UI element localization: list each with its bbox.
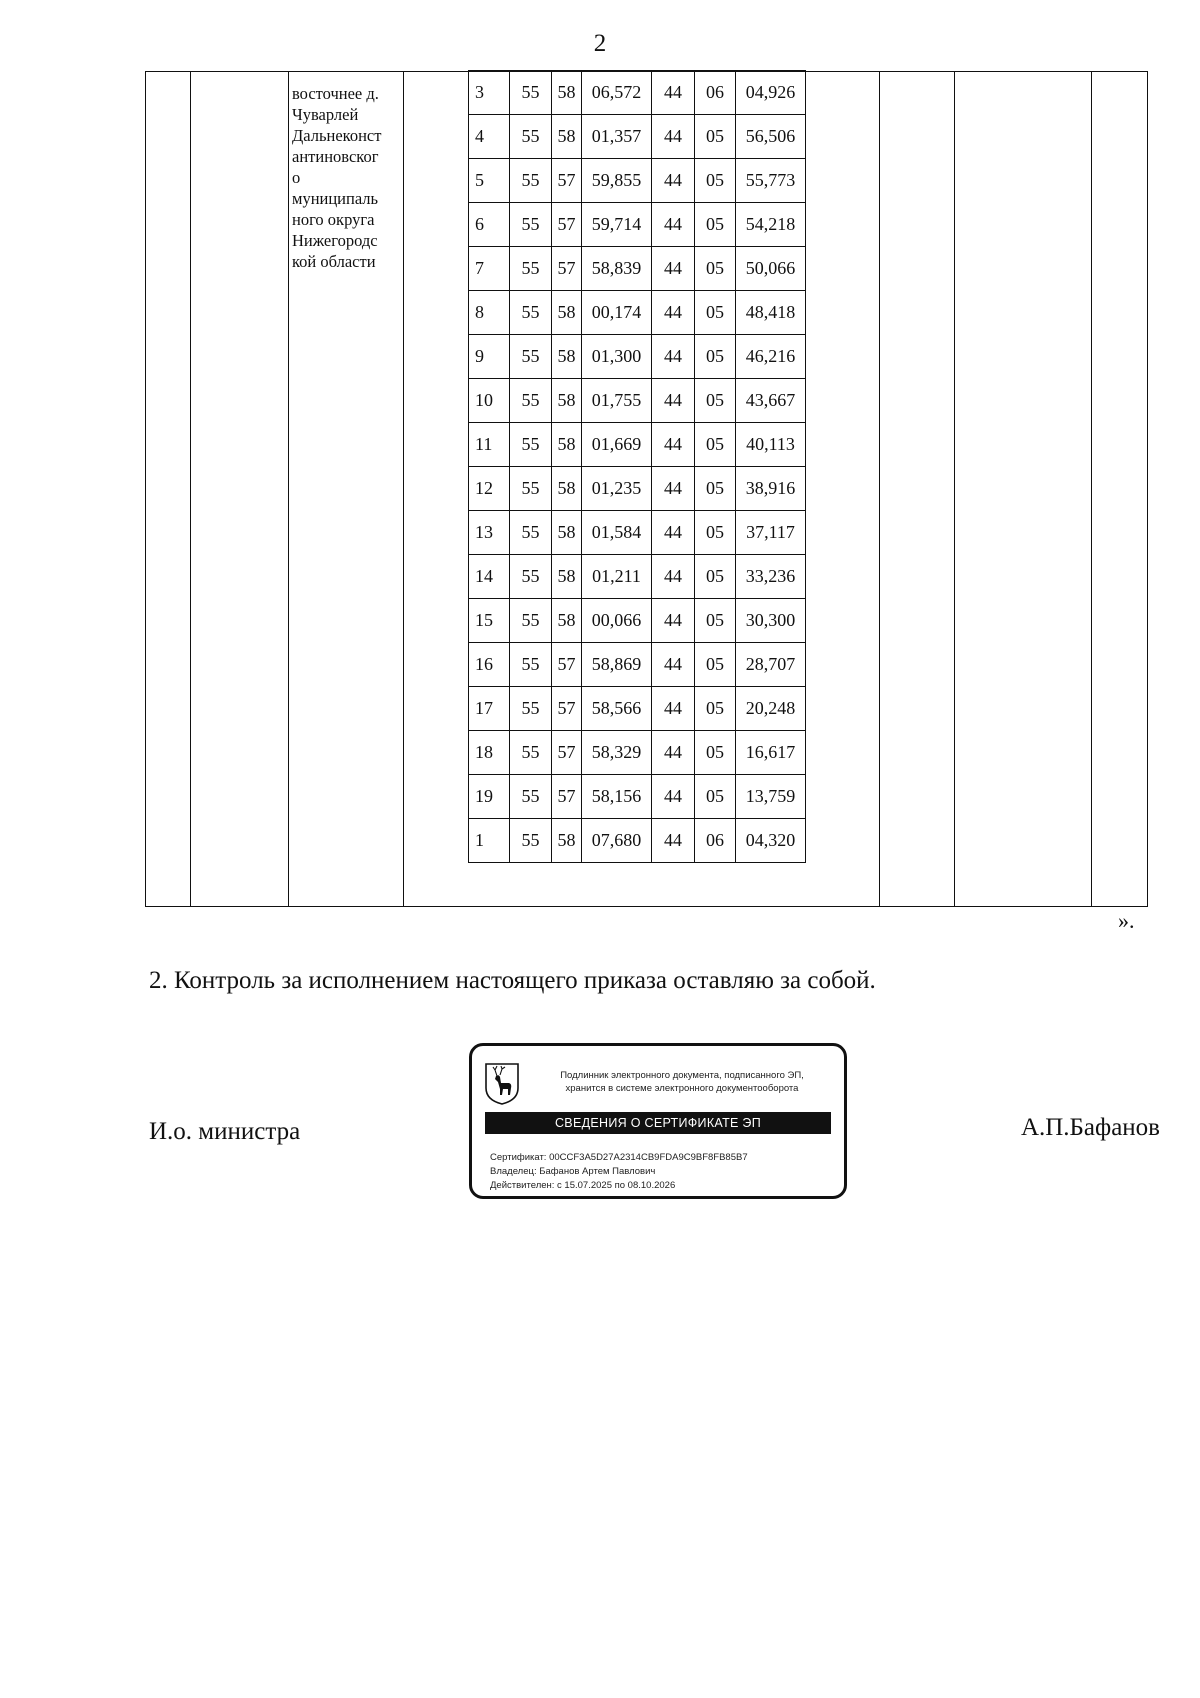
column-divider	[954, 71, 955, 907]
table-row	[469, 511, 806, 555]
lat-minutes-cell: 58	[552, 467, 582, 511]
point-number-cell: 8	[469, 291, 510, 335]
location-description	[292, 83, 400, 272]
lon-seconds-cell: 46,216	[736, 335, 806, 379]
point-number-cell: 1	[469, 819, 510, 863]
lon-minutes-cell: 05	[695, 159, 736, 203]
location-line: кой области	[292, 252, 376, 271]
lon-degrees-cell: 44	[652, 379, 695, 423]
point-number-cell: 19	[469, 775, 510, 819]
lat-seconds-cell: 01,584	[582, 511, 652, 555]
stamp-certificate: Сертификат: 00CCF3A5D27A2314CB9FDA9C9BF8FB85B7	[490, 1152, 748, 1163]
stamp-validity: Действителен: с 15.07.2025 по 08.10.2026	[490, 1180, 676, 1191]
lon-seconds-cell: 43,667	[736, 379, 806, 423]
table-row	[469, 159, 806, 203]
lat-minutes-cell: 57	[552, 159, 582, 203]
lat-degrees-cell: 55	[510, 731, 552, 775]
table-row	[469, 203, 806, 247]
lon-degrees-cell: 44	[652, 819, 695, 863]
lat-degrees-cell: 55	[510, 687, 552, 731]
table-row	[469, 423, 806, 467]
point-number-cell: 17	[469, 687, 510, 731]
lat-seconds-cell: 58,566	[582, 687, 652, 731]
point-number-cell: 14	[469, 555, 510, 599]
point-number-cell: 3	[469, 71, 510, 115]
lat-degrees-cell: 55	[510, 467, 552, 511]
table-row	[469, 335, 806, 379]
lon-minutes-cell: 05	[695, 599, 736, 643]
lon-degrees-cell: 44	[652, 687, 695, 731]
lon-degrees-cell: 44	[652, 555, 695, 599]
lat-seconds-cell: 01,211	[582, 555, 652, 599]
lat-degrees-cell: 55	[510, 71, 552, 115]
stamp-line: хранится в системе электронного документооборота	[565, 1083, 799, 1094]
table-row	[469, 643, 806, 687]
lon-minutes-cell: 05	[695, 555, 736, 599]
table-row	[469, 819, 806, 863]
table-row	[469, 775, 806, 819]
paragraph-2: 2. Контроль за исполнением настоящего приказа оставляю за собой.	[149, 967, 876, 994]
lon-degrees-cell: 44	[652, 291, 695, 335]
lat-seconds-cell: 01,669	[582, 423, 652, 467]
lat-minutes-cell: 58	[552, 71, 582, 115]
lon-seconds-cell: 54,218	[736, 203, 806, 247]
closing-quote: ».	[1118, 908, 1135, 933]
location-line: Нижегородс	[292, 231, 378, 250]
lat-minutes-cell: 58	[552, 599, 582, 643]
lat-seconds-cell: 01,755	[582, 379, 652, 423]
lat-seconds-cell: 58,869	[582, 643, 652, 687]
lat-degrees-cell: 55	[510, 379, 552, 423]
lat-minutes-cell: 58	[552, 291, 582, 335]
lat-seconds-cell: 07,680	[582, 819, 652, 863]
coordinate-rows	[469, 71, 806, 863]
stamp-owner: Владелец: Бафанов Артем Павлович	[490, 1166, 656, 1177]
lat-minutes-cell: 58	[552, 423, 582, 467]
lon-seconds-cell: 48,418	[736, 291, 806, 335]
lon-degrees-cell: 44	[652, 599, 695, 643]
lon-seconds-cell: 56,506	[736, 115, 806, 159]
lon-degrees-cell: 44	[652, 511, 695, 555]
lon-degrees-cell: 44	[652, 203, 695, 247]
table-row	[469, 467, 806, 511]
point-number-cell: 18	[469, 731, 510, 775]
lon-minutes-cell: 05	[695, 467, 736, 511]
lat-minutes-cell: 57	[552, 731, 582, 775]
lon-minutes-cell: 05	[695, 643, 736, 687]
point-number-cell: 10	[469, 379, 510, 423]
lon-minutes-cell: 05	[695, 115, 736, 159]
location-line: о	[292, 168, 301, 187]
lon-minutes-cell: 05	[695, 335, 736, 379]
lon-seconds-cell: 13,759	[736, 775, 806, 819]
lon-seconds-cell: 30,300	[736, 599, 806, 643]
point-number-cell: 16	[469, 643, 510, 687]
lat-degrees-cell: 55	[510, 115, 552, 159]
lat-minutes-cell: 58	[552, 511, 582, 555]
lat-minutes-cell: 58	[552, 379, 582, 423]
lat-degrees-cell: 55	[510, 203, 552, 247]
lat-seconds-cell: 58,329	[582, 731, 652, 775]
lon-seconds-cell: 37,117	[736, 511, 806, 555]
lon-degrees-cell: 44	[652, 247, 695, 291]
lon-degrees-cell: 44	[652, 467, 695, 511]
table-row	[469, 291, 806, 335]
coordinates-table	[145, 71, 1148, 907]
lat-seconds-cell: 06,572	[582, 71, 652, 115]
table-row	[469, 115, 806, 159]
lat-minutes-cell: 57	[552, 247, 582, 291]
lon-seconds-cell: 40,113	[736, 423, 806, 467]
lon-minutes-cell: 05	[695, 731, 736, 775]
table-row	[469, 247, 806, 291]
lon-seconds-cell: 50,066	[736, 247, 806, 291]
lon-minutes-cell: 05	[695, 775, 736, 819]
point-number-cell: 7	[469, 247, 510, 291]
lon-minutes-cell: 06	[695, 819, 736, 863]
coordinate-points-table	[468, 70, 806, 863]
table-row	[469, 379, 806, 423]
lat-minutes-cell: 58	[552, 819, 582, 863]
lat-minutes-cell: 58	[552, 335, 582, 379]
lat-degrees-cell: 55	[510, 643, 552, 687]
lat-degrees-cell: 55	[510, 159, 552, 203]
lat-seconds-cell: 59,714	[582, 203, 652, 247]
lat-seconds-cell: 58,839	[582, 247, 652, 291]
table-row	[469, 555, 806, 599]
signer-role: И.о. министра	[149, 1118, 301, 1145]
lat-minutes-cell: 58	[552, 115, 582, 159]
lon-seconds-cell: 16,617	[736, 731, 806, 775]
deer-coat-of-arms-icon	[484, 1062, 520, 1106]
lon-seconds-cell: 20,248	[736, 687, 806, 731]
lat-seconds-cell: 01,357	[582, 115, 652, 159]
column-divider	[879, 71, 880, 907]
page-number: 2	[593, 30, 607, 57]
lon-seconds-cell: 38,916	[736, 467, 806, 511]
point-number-cell: 9	[469, 335, 510, 379]
lon-degrees-cell: 44	[652, 71, 695, 115]
electronic-signature-stamp	[469, 1043, 847, 1199]
lat-minutes-cell: 57	[552, 775, 582, 819]
lon-minutes-cell: 05	[695, 203, 736, 247]
lon-degrees-cell: 44	[652, 643, 695, 687]
lon-minutes-cell: 05	[695, 687, 736, 731]
location-line: Чуварлей	[292, 105, 359, 124]
lat-degrees-cell: 55	[510, 423, 552, 467]
table-row	[469, 687, 806, 731]
stamp-header-bar: СВЕДЕНИЯ О СЕРТИФИКАТЕ ЭП	[485, 1112, 831, 1134]
point-number-cell: 12	[469, 467, 510, 511]
point-number-cell: 15	[469, 599, 510, 643]
column-divider	[190, 71, 191, 907]
column-divider	[288, 71, 289, 907]
lon-seconds-cell: 04,320	[736, 819, 806, 863]
lon-degrees-cell: 44	[652, 731, 695, 775]
stamp-line: Подлинник электронного документа, подписанного ЭП,	[560, 1070, 804, 1081]
lat-seconds-cell: 01,235	[582, 467, 652, 511]
lat-degrees-cell: 55	[510, 819, 552, 863]
lon-minutes-cell: 05	[695, 247, 736, 291]
lon-seconds-cell: 04,926	[736, 71, 806, 115]
lat-degrees-cell: 55	[510, 775, 552, 819]
point-number-cell: 6	[469, 203, 510, 247]
lon-seconds-cell: 28,707	[736, 643, 806, 687]
lon-minutes-cell: 05	[695, 379, 736, 423]
table-row	[469, 71, 806, 115]
table-row	[469, 599, 806, 643]
table-row	[469, 731, 806, 775]
lat-minutes-cell: 57	[552, 643, 582, 687]
lat-degrees-cell: 55	[510, 599, 552, 643]
lon-minutes-cell: 05	[695, 291, 736, 335]
point-number-cell: 13	[469, 511, 510, 555]
lat-seconds-cell: 01,300	[582, 335, 652, 379]
lat-minutes-cell: 57	[552, 687, 582, 731]
lon-seconds-cell: 55,773	[736, 159, 806, 203]
lon-minutes-cell: 05	[695, 511, 736, 555]
lat-degrees-cell: 55	[510, 511, 552, 555]
lat-minutes-cell: 57	[552, 203, 582, 247]
location-line: Дальнеконст	[292, 126, 382, 145]
location-line: антиновског	[292, 147, 379, 166]
lat-minutes-cell: 58	[552, 555, 582, 599]
point-number-cell: 11	[469, 423, 510, 467]
lon-minutes-cell: 05	[695, 423, 736, 467]
lon-degrees-cell: 44	[652, 335, 695, 379]
point-number-cell: 5	[469, 159, 510, 203]
lon-degrees-cell: 44	[652, 775, 695, 819]
location-line: восточнее д.	[292, 84, 379, 103]
column-divider	[1091, 71, 1092, 907]
location-line: ного округа	[292, 210, 375, 229]
lon-degrees-cell: 44	[652, 423, 695, 467]
column-divider	[403, 71, 404, 907]
lat-seconds-cell: 00,066	[582, 599, 652, 643]
signer-name: А.П.Бафанов	[1020, 1114, 1160, 1141]
lat-degrees-cell: 55	[510, 555, 552, 599]
lat-seconds-cell: 58,156	[582, 775, 652, 819]
lat-degrees-cell: 55	[510, 247, 552, 291]
lat-seconds-cell: 59,855	[582, 159, 652, 203]
lat-seconds-cell: 00,174	[582, 291, 652, 335]
lat-degrees-cell: 55	[510, 335, 552, 379]
lon-degrees-cell: 44	[652, 115, 695, 159]
lon-seconds-cell: 33,236	[736, 555, 806, 599]
lon-minutes-cell: 06	[695, 71, 736, 115]
lat-degrees-cell: 55	[510, 291, 552, 335]
location-line: муниципаль	[292, 189, 379, 208]
lon-degrees-cell: 44	[652, 159, 695, 203]
point-number-cell: 4	[469, 115, 510, 159]
